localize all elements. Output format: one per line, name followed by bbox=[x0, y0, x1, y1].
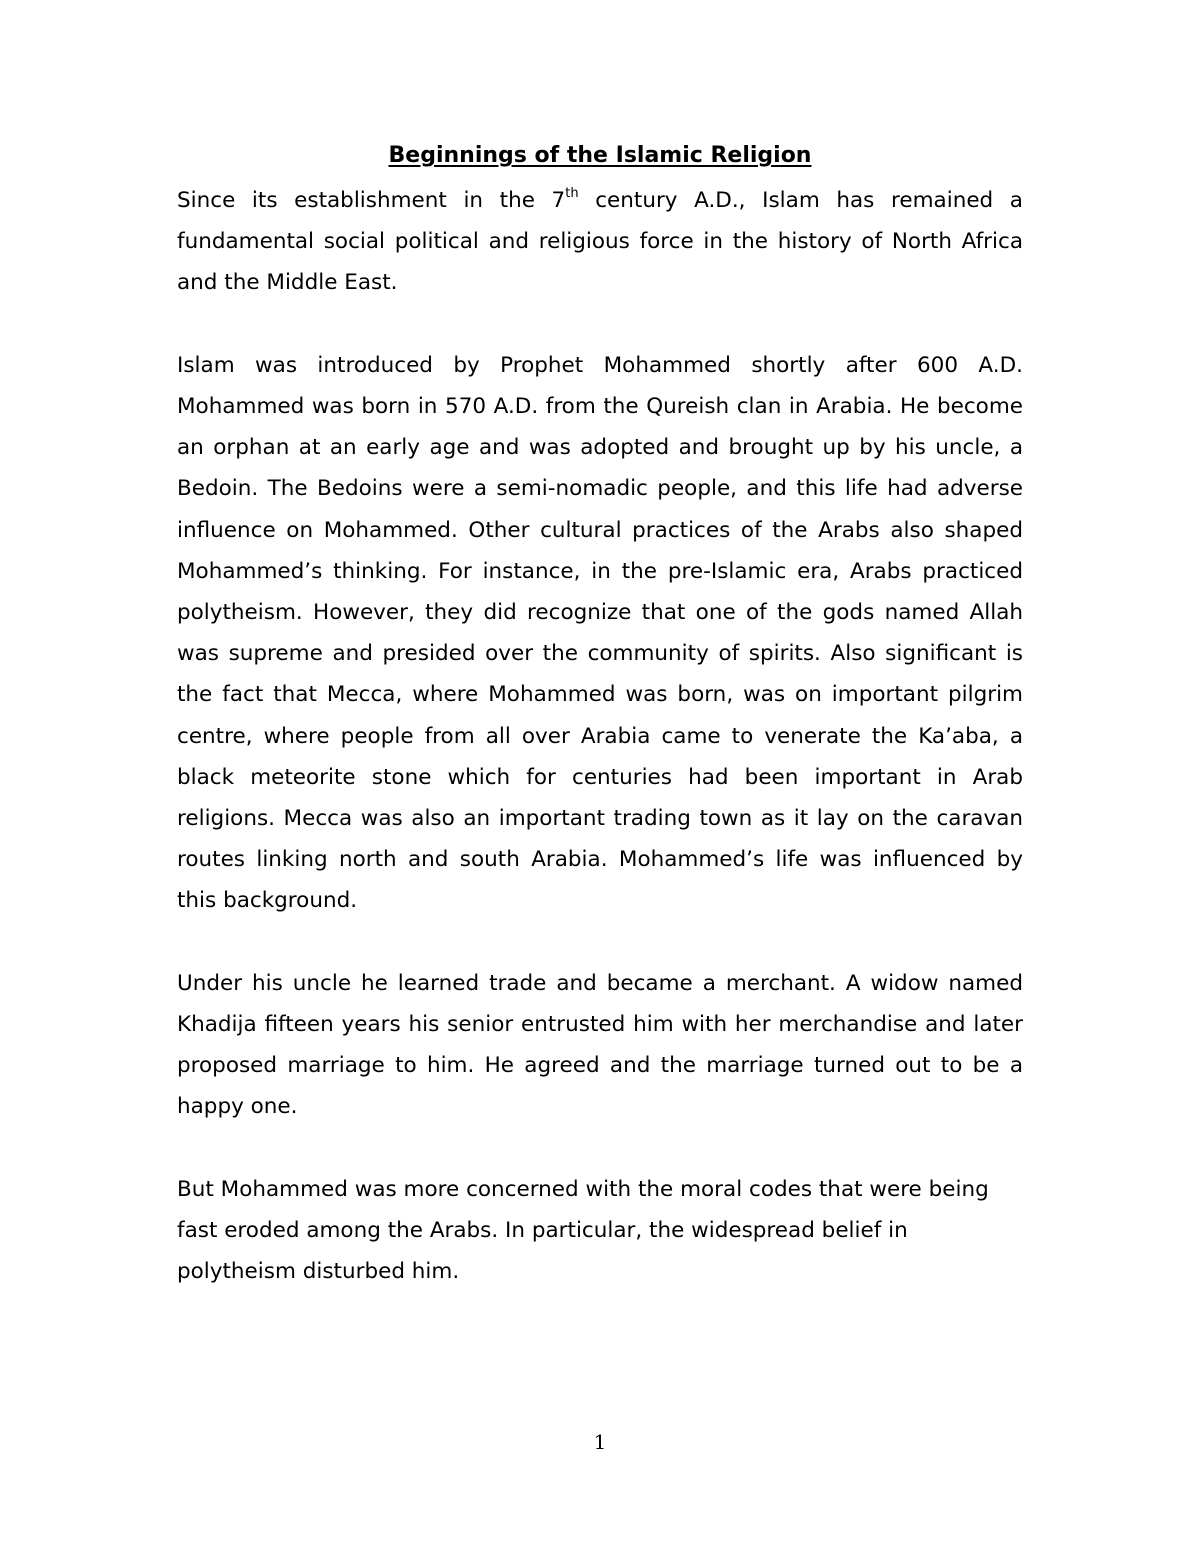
document-body bbox=[177, 180, 1023, 1292]
paragraph-merchant: Under his uncle he learned trade and became a merchant. A widow named Khadija fifteen years his senior entrusted him with her merchandise and later proposed marriage to him. He agreed and the marriage turned out to be a happy one. bbox=[177, 970, 1023, 1120]
paragraph-introduction: Islam was introduced by Prophet Mohammed shortly after 600 A.D. Mohammed was born in 570 A.D. from the Qureish clan in Arabia. He become an orphan at an early age and was adopted and brought up by his uncle, a Bedoin. The Bedoins were a semi-nomadic people, and this life had adverse influence on Mohammed. Other cultural practices of the Arabs also shaped Mohammed’s thinking. For instance, in the pre-Islamic era, Arabs practiced polytheism. However, they did recognize that one of the gods named Allah was supreme and presided over the community of spirits. Also significant is the fact that Mecca, where Mohammed was born, was on important pilgrim centre, where people from all over Arabia came to venerate the Ka’aba, a black meteorite stone which for centuries had been important in Arab religions. Mecca was also an important trading town as it lay on the caravan routes linking north and south Arabia. Mohammed’s life was influenced by this background. bbox=[177, 352, 1023, 914]
paragraph-moral-codes: But Mohammed was more concerned with the moral codes that were being fast eroded among the Arabs. In particular, the widespread belief in polytheism disturbed him. bbox=[177, 1176, 989, 1285]
paragraph-establishment-start: Since its establishment in the 7 bbox=[177, 188, 566, 213]
document-title: Beginnings of the Islamic Religion bbox=[388, 143, 812, 168]
ordinal-superscript: th bbox=[565, 185, 579, 201]
paragraph-establishment-end: century A.D., Islam has remained a fundamental social political and religious force in the history of North Africa and the Middle East. bbox=[177, 188, 1023, 296]
page-number: 1 bbox=[593, 1430, 607, 1454]
paragraph-establishment bbox=[177, 180, 1023, 304]
